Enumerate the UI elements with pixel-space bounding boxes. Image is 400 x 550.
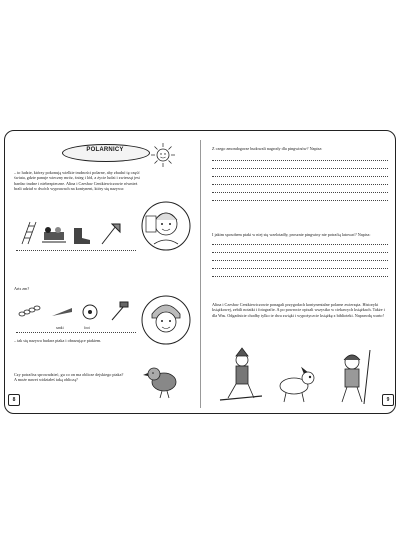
child-skier-icon [220, 348, 262, 400]
question-2 [212, 232, 388, 277]
knife-icon [52, 308, 72, 316]
wheel-icon [83, 305, 97, 319]
answer-line [212, 193, 388, 201]
boot-icon [74, 228, 90, 244]
child-pole-icon [342, 350, 370, 404]
page-number-right: 9 [382, 394, 394, 406]
rabbit-label: – tak się nazywa budarz ptaka i obrazujące ptakiem. [14, 338, 102, 343]
question-1-text: Z czego zmondogorze budowali nagrody dla pingwinów? Napisz: [212, 146, 323, 151]
page-gutter [200, 140, 201, 408]
boy-portrait-1 [140, 198, 192, 254]
answer-line [212, 245, 388, 253]
answer-lines [212, 153, 388, 201]
children-animals-illustration [212, 346, 388, 410]
question-2-text: I jakim sposobem ptaki w niej się wzelotadły, prosznie pingwiny nie potrafią latować? Napisz: [212, 232, 371, 237]
answer-line [212, 169, 388, 177]
answer-line [16, 250, 136, 251]
hammer-icon [112, 302, 128, 320]
tool-illustrations [16, 296, 136, 330]
bird-questions: Czy potrafisz sprowadzieć, gu co on ma oblicze dejskiego ptaka? A może nawet widziałeś taką obliczą? [14, 372, 124, 383]
dog-icon [280, 368, 314, 402]
axe-icon [102, 224, 120, 244]
ladder-icon [22, 222, 36, 244]
chain-icon [19, 306, 40, 316]
boy-portrait-2 [140, 290, 192, 348]
sled-icon [42, 227, 66, 242]
answer-line [212, 161, 388, 169]
answer-line [212, 261, 388, 269]
question-3-text: Alina i Czesław Centkiewiczowie ponagali przygodach kontynentalne polarne zwierzęta. Historyki książkowej, zebili notatki i fotografie. A po powrocie opisali wszystko w ciekawych książkach. Także i dla Was. Odgadnicie chodby tylko te dwa zwiąki i wypożyczcie książkę z biblioteki. Naprawdę warto! [212, 302, 385, 318]
caption-fooi: fooi [84, 326, 90, 330]
answer-line [212, 237, 388, 245]
answer-line [212, 185, 388, 193]
title-banner [32, 144, 172, 160]
page-title: POLARNICY [86, 147, 124, 153]
answer-line [16, 332, 136, 333]
question-1 [212, 146, 388, 201]
intro-text: – to ludzie, którzy pokonują wielkie trudności polarne, aby zbadać tę część świata, gdzie panuje wieczny mróz, śnieg i lód, a życie ludzi i zwierząt jest bardzo trudne i niebezpieczne. Alina i Czesław Centkiewiczowie również brali udział w dwóch wyprawach na kontynent, który się nazywa: [14, 170, 140, 192]
equipment-illustrations [16, 220, 136, 246]
page-number-left: 8 [8, 394, 20, 406]
arts-label: Arts zm? [14, 286, 30, 291]
answer-line [212, 269, 388, 277]
bird-icon [142, 360, 184, 400]
answer-line [212, 253, 388, 261]
sun-icon [150, 142, 176, 168]
answer-line [212, 177, 388, 185]
answer-line [212, 153, 388, 161]
caption-sanki: sanki [56, 326, 64, 330]
